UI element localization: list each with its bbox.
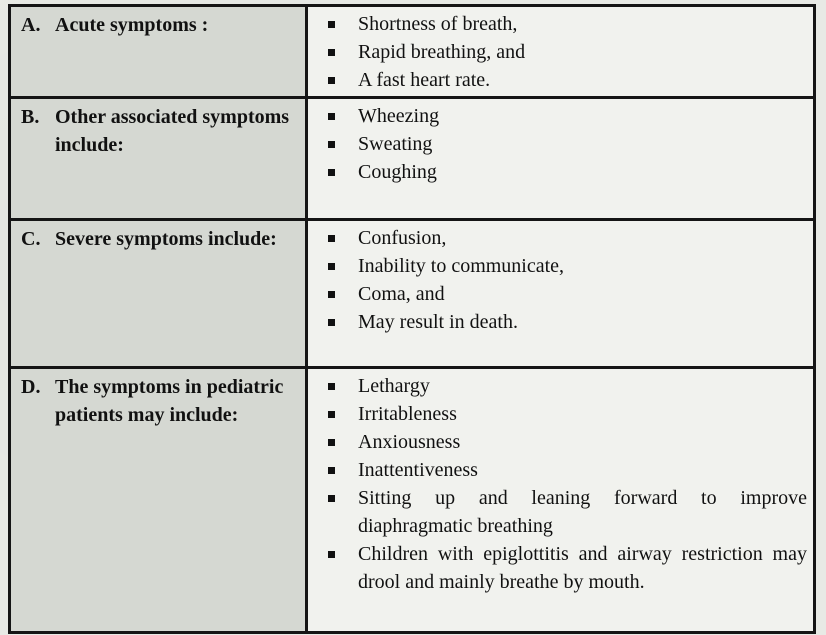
list-item: Sweating [326,130,807,158]
list-item: Confusion, [326,224,807,252]
symptom-list-cell [307,220,815,368]
symptom-list [308,99,813,186]
category-title: Acute symptoms : [55,14,209,36]
list-item: Coughing [326,158,807,186]
table-row [10,368,815,633]
category-letter: A. [21,14,41,36]
list-item: Lethargy [326,372,807,400]
list-item: Sitting up and leaning forward to improve diaphragmatic breathing [326,484,807,540]
table-row [10,98,815,220]
symptom-list [308,369,813,596]
category-letter: B. [21,106,40,128]
list-item: Shortness of breath, [326,10,807,38]
list-item: Wheezing [326,102,807,130]
category-label [11,99,305,159]
category-cell [10,6,307,98]
symptom-list-cell [307,6,815,98]
list-item: Anxiousness [326,428,807,456]
list-item: Irritableness [326,400,807,428]
symptom-list-cell [307,98,815,220]
list-item: May result in death. [326,308,807,336]
table-row [10,220,815,368]
list-item: Inattentiveness [326,456,807,484]
symptom-list-cell [307,368,815,633]
category-title: The symptoms in pediatric patients may include: [55,376,284,426]
category-cell [10,98,307,220]
category-cell [10,368,307,633]
list-item: Children with epiglottitis and airway restriction may drool and mainly breathe by mouth. [326,540,807,596]
list-item: A fast heart rate. [326,66,807,94]
list-item: Coma, and [326,280,807,308]
symptoms-table [8,4,816,634]
category-letter: D. [21,376,41,398]
table-row [10,6,815,98]
symptom-list [308,221,813,336]
category-label [11,7,305,39]
category-cell [10,220,307,368]
category-label [11,369,305,429]
list-item: Rapid breathing, and [326,38,807,66]
category-letter: C. [21,228,41,250]
list-item: Inability to communicate, [326,252,807,280]
category-title: Severe symptoms include: [55,228,277,250]
category-title: Other associated symptoms include: [55,106,290,156]
category-label [11,221,305,253]
symptom-list [308,7,813,94]
